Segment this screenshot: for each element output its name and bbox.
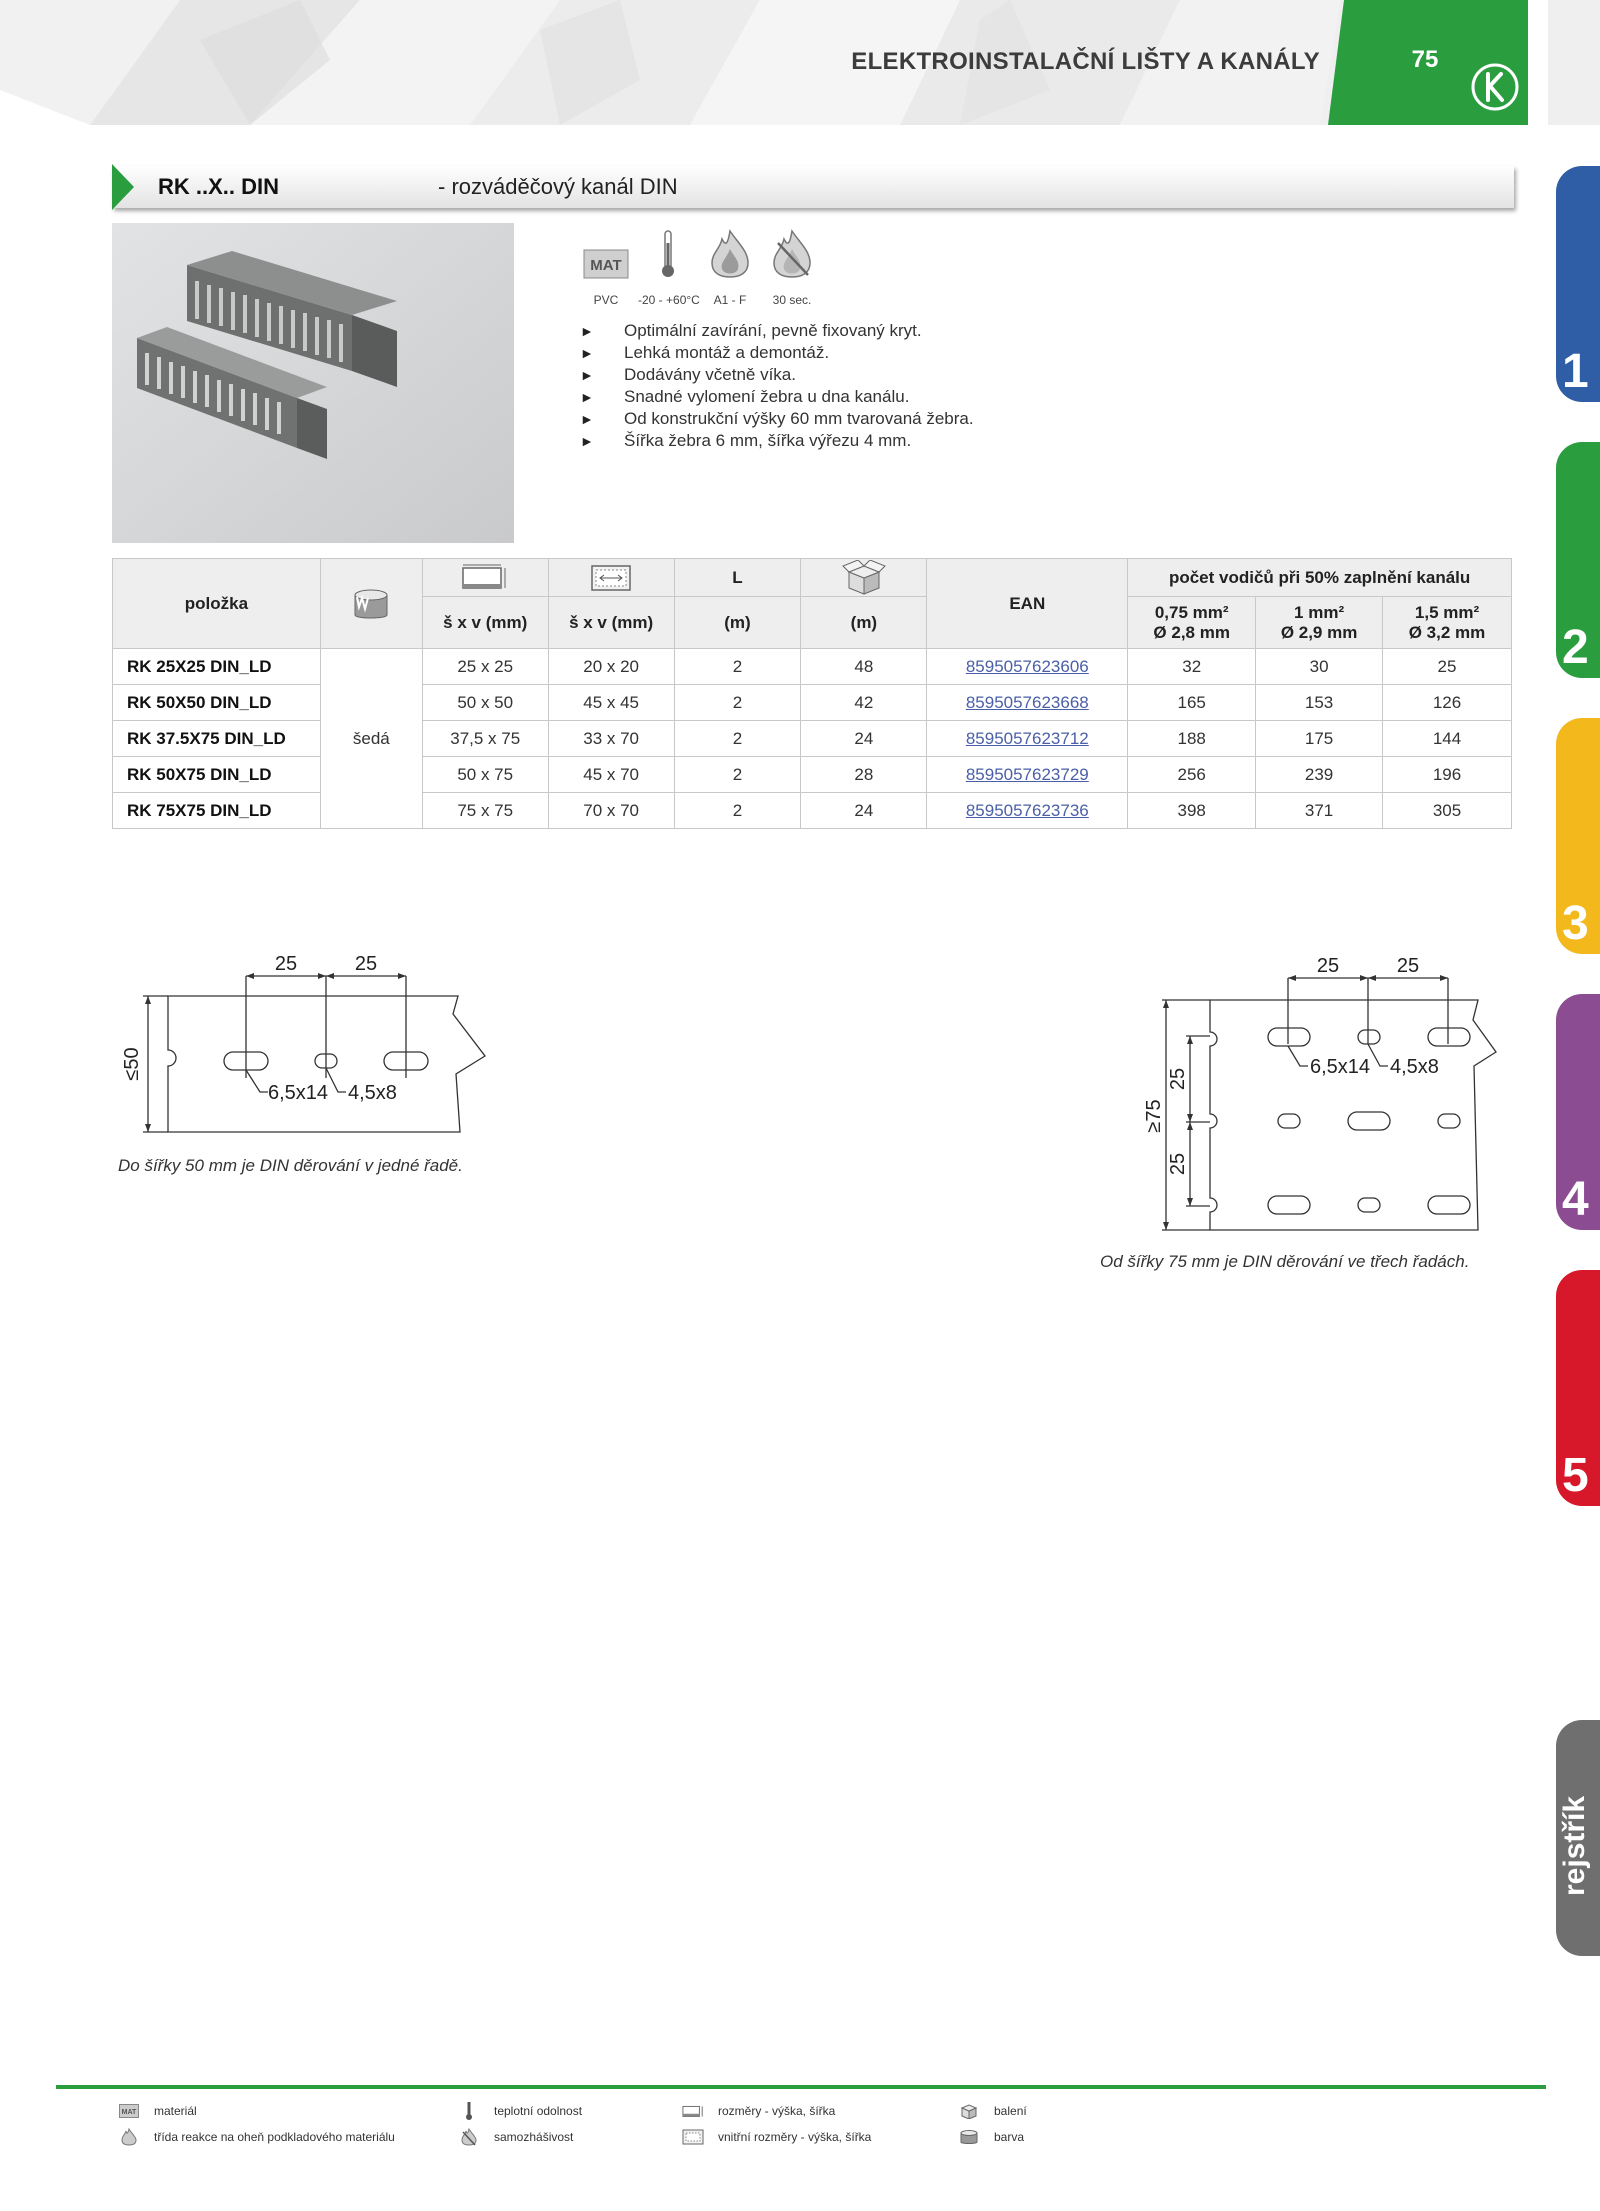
inner-dims: 20 x 20 [548, 649, 674, 685]
feature-item [580, 408, 974, 430]
outer-dims: 37,5 x 75 [422, 721, 548, 757]
chapter-tab-label: 2 [1562, 621, 1589, 674]
slot-label: 6,5x14 [268, 1082, 329, 1104]
wire-diameter: Ø 2,8 mm [1153, 622, 1230, 642]
item-name: RK 37.5X75 DIN_LD [113, 721, 321, 757]
title-arrow-icon [112, 164, 134, 210]
chapter-tab-2[interactable] [1556, 442, 1600, 678]
feature-text: Lehká montáž a demontáž. [624, 343, 830, 362]
inner-dims: 33 x 70 [548, 721, 674, 757]
brand-logo-icon [1470, 62, 1520, 112]
col-header-item: položka [113, 559, 321, 649]
flame-class-icon [118, 2128, 140, 2146]
feature-list [580, 320, 974, 452]
dim-label: 25 [1316, 955, 1340, 977]
legend-item [958, 2128, 1024, 2146]
product-title-bar [112, 166, 1514, 208]
legend-item [118, 2128, 395, 2146]
wires-1: 239 [1256, 757, 1383, 793]
chapter-tab-label: 3 [1562, 897, 1589, 950]
material-icon [118, 2102, 140, 2120]
legend-label: samozhášivost [494, 2130, 574, 2144]
dim-label: 25 [274, 953, 298, 975]
triangle-bullet-icon: ► [580, 411, 594, 427]
legend-item [118, 2102, 197, 2120]
product-description: - rozváděčový kanál DIN [438, 174, 678, 199]
item-name: RK 50X75 DIN_LD [113, 757, 321, 793]
wires-15: 25 [1383, 649, 1512, 685]
length: 2 [674, 721, 801, 757]
pack: 24 [801, 721, 927, 757]
col-header-package-icon [801, 559, 927, 597]
col-header-wire-15 [1383, 597, 1512, 649]
col-header-wire-1 [1256, 597, 1383, 649]
chapter-tab-label: 4 [1562, 1173, 1589, 1226]
legend-label: vnitřní rozměry - výška, šířka [718, 2130, 872, 2144]
inner-dimensions-icon [682, 2128, 704, 2146]
feature-text: Dodávány včetně víka. [624, 365, 796, 384]
wire-diameter: Ø 2,9 mm [1280, 622, 1358, 642]
color-icon [351, 587, 391, 621]
triangle-bullet-icon: ► [580, 345, 594, 361]
feature-item [580, 364, 974, 386]
wires-075: 165 [1128, 685, 1256, 721]
legend-item [458, 2128, 573, 2146]
material-badge: MAT [121, 2109, 137, 2116]
triangle-bullet-icon: ► [580, 367, 594, 383]
feature-text: Šířka žebra 6 mm, šířka výřezu 4 mm. [624, 431, 912, 450]
pack: 28 [801, 757, 927, 793]
outer-dims: 75 x 75 [422, 793, 548, 829]
footer-divider [56, 2085, 1546, 2089]
feature-text: Od konstrukční výšky 60 mm tvarovaná žebra. [624, 409, 974, 428]
thermometer-icon [458, 2102, 480, 2120]
outer-dims: 25 x 25 [422, 649, 548, 685]
wires-15: 305 [1383, 793, 1512, 829]
pack: 48 [801, 649, 927, 685]
feature-item [580, 430, 974, 452]
page-number: 75 [1411, 46, 1439, 73]
legend-item [682, 2102, 835, 2120]
wire-cross-section: 0,75 mm² [1154, 602, 1229, 622]
feature-item [580, 320, 974, 342]
product-photo [112, 223, 514, 543]
feature-item [580, 386, 974, 408]
col-header-color [320, 559, 422, 649]
property-label: -20 - +60°C [638, 293, 700, 307]
inner-dims: 45 x 70 [548, 757, 674, 793]
table-row [113, 649, 1512, 685]
drawing-caption: Do šířky 50 mm je DIN děrování v jedné řadě. [118, 1156, 463, 1175]
spec-table [112, 558, 1512, 829]
property-label: 30 sec. [772, 293, 812, 307]
thermometer-icon [658, 229, 678, 279]
chapter-tab-label: 5 [1562, 1449, 1589, 1502]
color-icon [958, 2128, 980, 2146]
col-header-pack-unit: (m) [801, 597, 927, 649]
legend-label: barva [994, 2130, 1025, 2144]
outer-dims: 50 x 75 [422, 757, 548, 793]
col-header-wire-075 [1128, 597, 1256, 649]
feature-text: Snadné vylomení žebra u dna kanálu. [624, 387, 910, 406]
section-title: ELEKTROINSTALAČNÍ LIŠTY A KANÁLY [851, 48, 1320, 75]
ean-link[interactable]: 8595057623729 [927, 757, 1128, 793]
wires-075: 32 [1128, 649, 1256, 685]
wires-1: 175 [1256, 721, 1383, 757]
property-label: A1 - F [713, 293, 747, 307]
dim-label: 25 [1396, 955, 1420, 977]
dim-label: 25 [1167, 1067, 1189, 1091]
package-icon [841, 560, 887, 596]
chapter-tab-1[interactable] [1556, 166, 1600, 402]
dim-label: ≥75 [1143, 1099, 1165, 1133]
chapter-tab-3[interactable] [1556, 718, 1600, 954]
pack: 42 [801, 685, 927, 721]
inner-dimensions-icon [590, 562, 632, 594]
col-header-dimensions-icon [422, 559, 548, 597]
legend-label: materiál [154, 2104, 197, 2118]
legend-item [458, 2102, 582, 2120]
triangle-bullet-icon: ► [580, 389, 594, 405]
wire-cross-section: 1 mm² [1294, 602, 1345, 622]
flame-class-icon [708, 229, 752, 279]
item-name: RK 75X75 DIN_LD [113, 793, 321, 829]
col-header-wires-group: počet vodičů při 50% zaplnění kanálu [1128, 559, 1512, 597]
dimensions-icon [460, 562, 510, 594]
ean-link[interactable]: 8595057623606 [927, 649, 1128, 685]
item-name: RK 50X50 DIN_LD [113, 685, 321, 721]
product-code: RK ..X.. DIN [158, 174, 280, 199]
legend-label: třída reakce na oheň podkladového materiálu [154, 2130, 395, 2144]
legend-item [682, 2128, 871, 2146]
property-material [576, 225, 636, 307]
feature-item [580, 342, 974, 364]
package-icon [958, 2102, 980, 2120]
triangle-bullet-icon: ► [580, 323, 594, 339]
index-tab-label: rejstřík [1558, 1795, 1591, 1896]
col-header-ean: EAN [927, 559, 1128, 649]
wire-diameter: Ø 3,2 mm [1408, 622, 1486, 642]
din-perforation-three-rows-drawing [1136, 948, 1526, 1238]
chapter-tab-label: 1 [1562, 345, 1589, 398]
property-temperature [638, 225, 698, 307]
ean-link[interactable]: 8595057623712 [927, 721, 1128, 757]
pack: 24 [801, 793, 927, 829]
dimensions-icon [682, 2102, 704, 2120]
length: 2 [674, 793, 801, 829]
property-self-extinguishing [762, 225, 822, 307]
slot-label: 4,5x8 [348, 1082, 397, 1104]
wires-075: 188 [1128, 721, 1256, 757]
material-icon [583, 249, 629, 279]
item-name: RK 25X25 DIN_LD [113, 649, 321, 685]
drawing-caption: Od šířky 75 mm je DIN děrování ve třech řadách. [1100, 1252, 1470, 1271]
col-header-inner-dimensions-icon [548, 559, 674, 597]
legend-label: teplotní odolnost [494, 2104, 583, 2118]
wires-075: 398 [1128, 793, 1256, 829]
legend-label: rozměry - výška, šířka [718, 2104, 836, 2118]
din-perforation-single-row-drawing [118, 946, 508, 1146]
wire-cross-section: 1,5 mm² [1414, 602, 1480, 622]
col-header-inner-dims: š x v (mm) [548, 597, 674, 649]
outer-dims: 50 x 50 [422, 685, 548, 721]
dim-label: ≤50 [121, 1047, 143, 1081]
wires-1: 371 [1256, 793, 1383, 829]
feature-text: Optimální zavírání, pevně fixovaný kryt. [624, 321, 922, 340]
wires-075: 256 [1128, 757, 1256, 793]
chapter-tab-4[interactable] [1556, 994, 1600, 1230]
ean-link[interactable]: 8595057623668 [927, 685, 1128, 721]
wires-1: 153 [1256, 685, 1383, 721]
self-extinguishing-icon [458, 2128, 480, 2146]
slot-label: 6,5x14 [1310, 1056, 1371, 1078]
dim-label: 25 [1167, 1152, 1189, 1176]
length: 2 [674, 649, 801, 685]
self-extinguishing-icon [770, 229, 814, 279]
wires-15: 196 [1383, 757, 1512, 793]
item-color: šedá [320, 649, 422, 829]
chapter-tab-5[interactable] [1556, 1270, 1600, 1506]
col-header-length: L [674, 559, 801, 597]
wires-15: 144 [1383, 721, 1512, 757]
slot-label: 4,5x8 [1390, 1056, 1439, 1078]
index-tab[interactable] [1556, 1720, 1600, 1956]
material-badge: MAT [590, 257, 622, 274]
col-header-length-unit: (m) [674, 597, 801, 649]
wires-15: 126 [1383, 685, 1512, 721]
col-header-outer-dims: š x v (mm) [422, 597, 548, 649]
ean-link[interactable]: 8595057623736 [927, 793, 1128, 829]
inner-dims: 45 x 45 [548, 685, 674, 721]
legend-item [958, 2102, 1027, 2120]
legend-label: balení [994, 2104, 1027, 2118]
property-fire-class [700, 225, 760, 307]
wires-1: 30 [1256, 649, 1383, 685]
length: 2 [674, 757, 801, 793]
triangle-bullet-icon: ► [580, 433, 594, 449]
dim-label: 25 [354, 953, 378, 975]
length: 2 [674, 685, 801, 721]
inner-dims: 70 x 70 [548, 793, 674, 829]
property-label: PVC [593, 293, 619, 307]
